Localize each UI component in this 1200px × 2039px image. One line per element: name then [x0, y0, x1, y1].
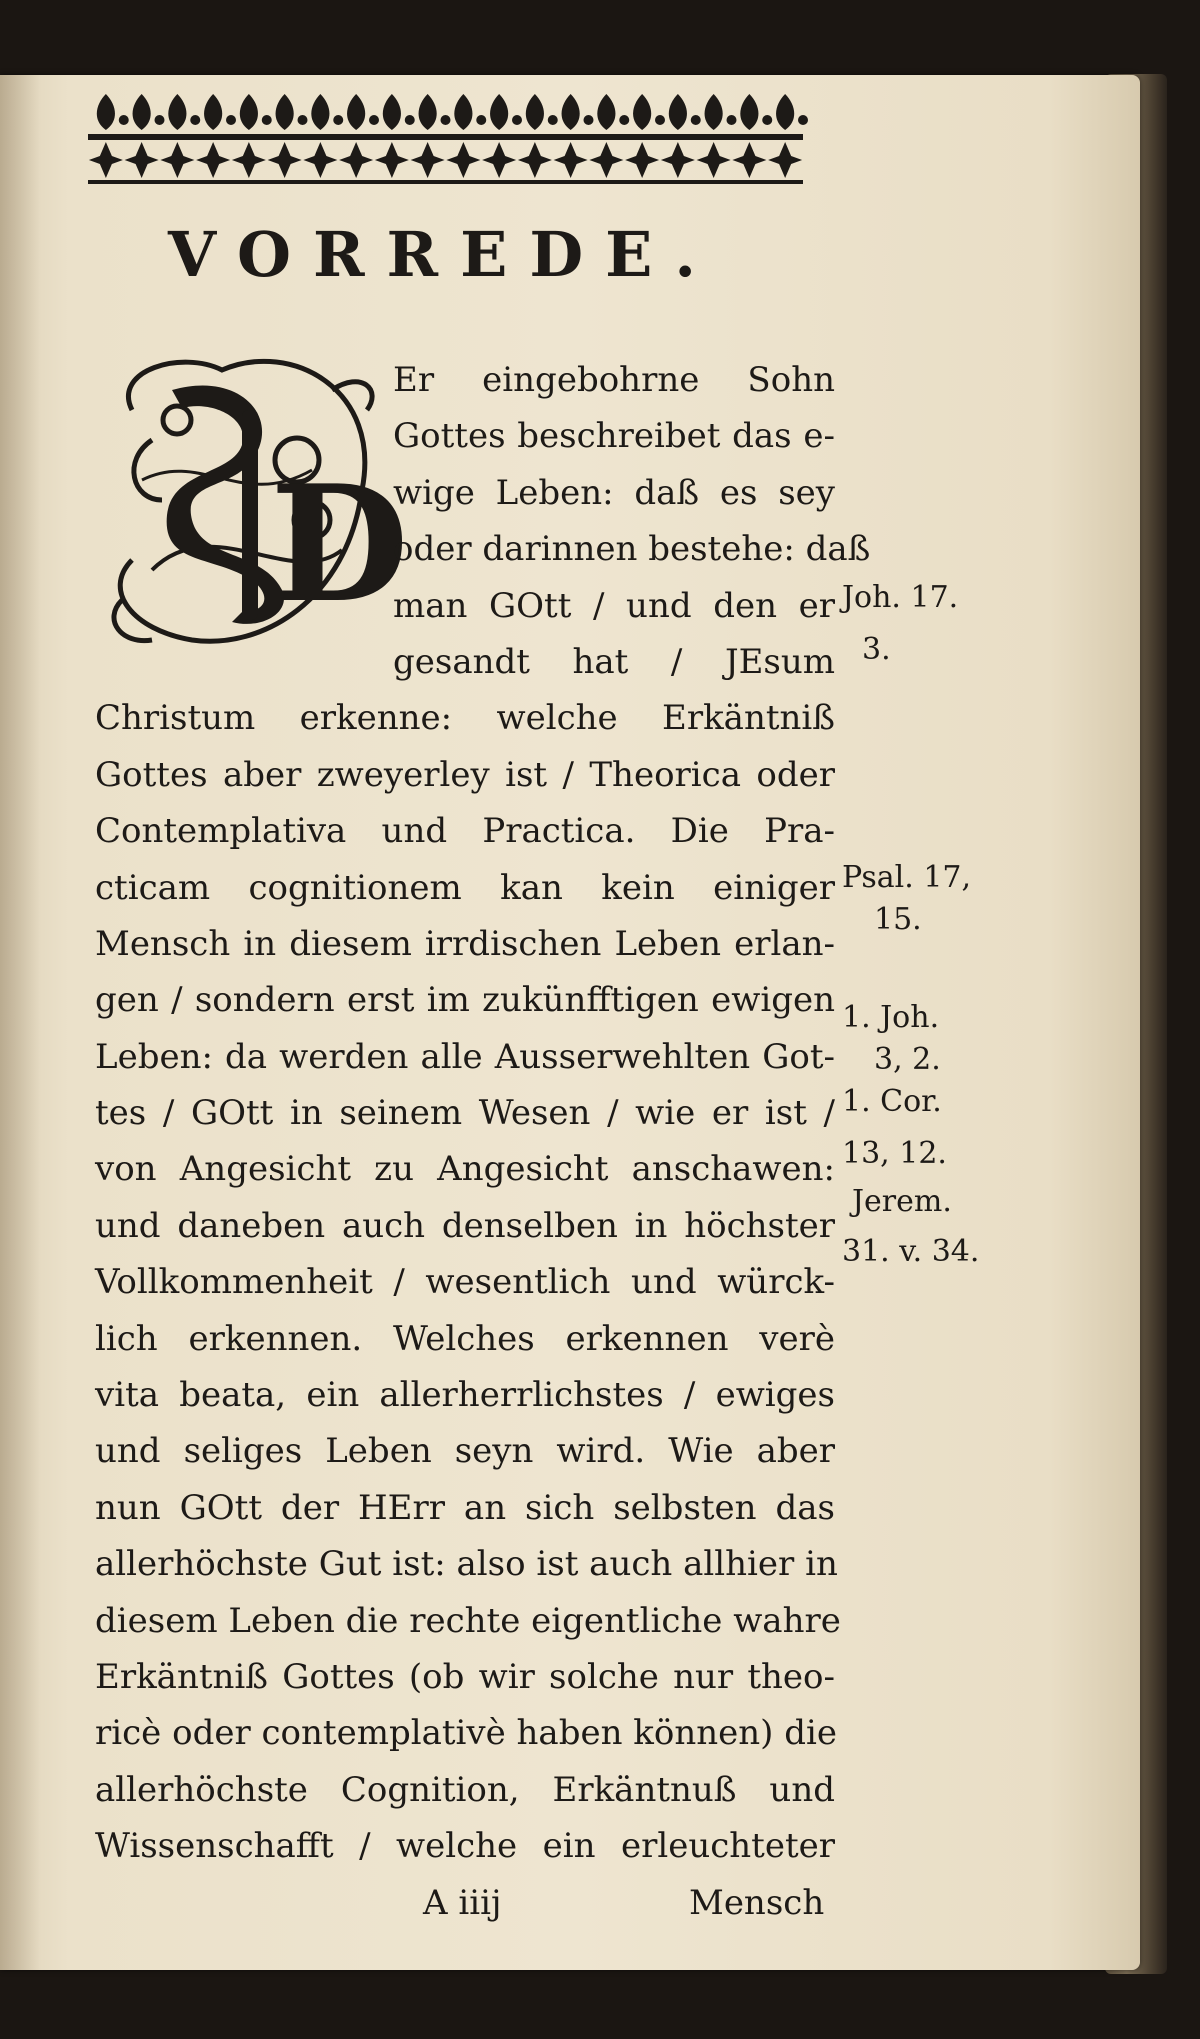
margin-note: Joh. 17.	[842, 580, 959, 615]
text-line: Leben: da werden alle Ausserwehlten Got-	[95, 1036, 835, 1077]
margin-note: 3, 2.	[874, 1042, 941, 1077]
text-line: diesem Leben die rechte eigentliche wahre	[95, 1600, 841, 1641]
margin-note: 3.	[862, 632, 891, 667]
text-line: allerhöchste Gut ist: also ist auch allhier in	[95, 1544, 838, 1585]
catchword: Mensch	[689, 1882, 825, 1923]
signature-mark: A iiij	[423, 1882, 502, 1923]
ornament-band	[88, 90, 803, 186]
gutter-shadow	[0, 75, 40, 1970]
margin-note: Psal. 17,	[842, 860, 972, 895]
text-line: oder darinnen bestehe: daß	[393, 529, 871, 570]
text-line: vita beata, ein allerherrlichstes / ewiges	[95, 1375, 835, 1416]
margin-note: 1. Cor.	[842, 1084, 942, 1119]
text-line: Vollkommenheit / wesentlich und würck-	[95, 1262, 835, 1303]
margin-note: 1. Joh.	[842, 1000, 940, 1035]
text-line: lich erkennen. Welches erkennen verè	[95, 1318, 835, 1359]
text-line: allerhöchste Cognition, Erkäntnuß und	[95, 1769, 835, 1810]
text-line: und daneben auch denselben in höchster	[95, 1205, 835, 1246]
text-line: Contemplativa und Practica. Die Pra-	[95, 811, 835, 852]
body-text	[95, 352, 871, 1931]
margin-note: 15.	[874, 902, 922, 937]
text-line: Er eingebohrne Sohn	[393, 360, 835, 400]
text-line: Mensch in diesem irrdischen Leben erlan-	[95, 923, 835, 964]
text-line: gen / sondern erst im zukünfftigen ewigen	[95, 980, 835, 1021]
margin-note: 13, 12.	[842, 1136, 947, 1171]
text-line: man GOtt / und den er	[393, 585, 835, 626]
page-heading: VORREDE.	[168, 218, 718, 291]
text-line: Gottes aber zweyerley ist / Theorica oder	[95, 754, 835, 795]
text-line: Gottes beschreibet das e-	[393, 416, 835, 457]
text-line: nun GOtt der HErr an sich selbsten das	[95, 1487, 835, 1528]
text-line: tes / GOtt in seinem Wesen / wie er ist /	[95, 1093, 835, 1134]
page-footer-line	[95, 1875, 835, 1931]
text-line: Wissenschafft / welche ein erleuchteter	[95, 1826, 835, 1867]
text-line: cticam cognitionem kan kein einiger	[95, 867, 835, 908]
margin-note: Jerem.	[852, 1184, 952, 1219]
text-line: von Angesicht zu Angesicht anschawen:	[95, 1149, 835, 1190]
text-line: und seliges Leben seyn wird. Wie aber	[95, 1431, 835, 1472]
initial-letter: D	[270, 450, 409, 638]
text-line: ricè oder contemplativè haben können) die	[95, 1713, 838, 1754]
text-line: wige Leben: daß es sey	[393, 472, 835, 513]
text-line: Christum erkenne: welche Erkäntniß	[95, 698, 835, 739]
text-line: gesandt hat / JEsum	[393, 641, 835, 682]
margin-note: 31. v. 34.	[842, 1234, 980, 1269]
text-line: Erkäntniß Gottes (ob wir solche nur theo-	[95, 1656, 835, 1697]
